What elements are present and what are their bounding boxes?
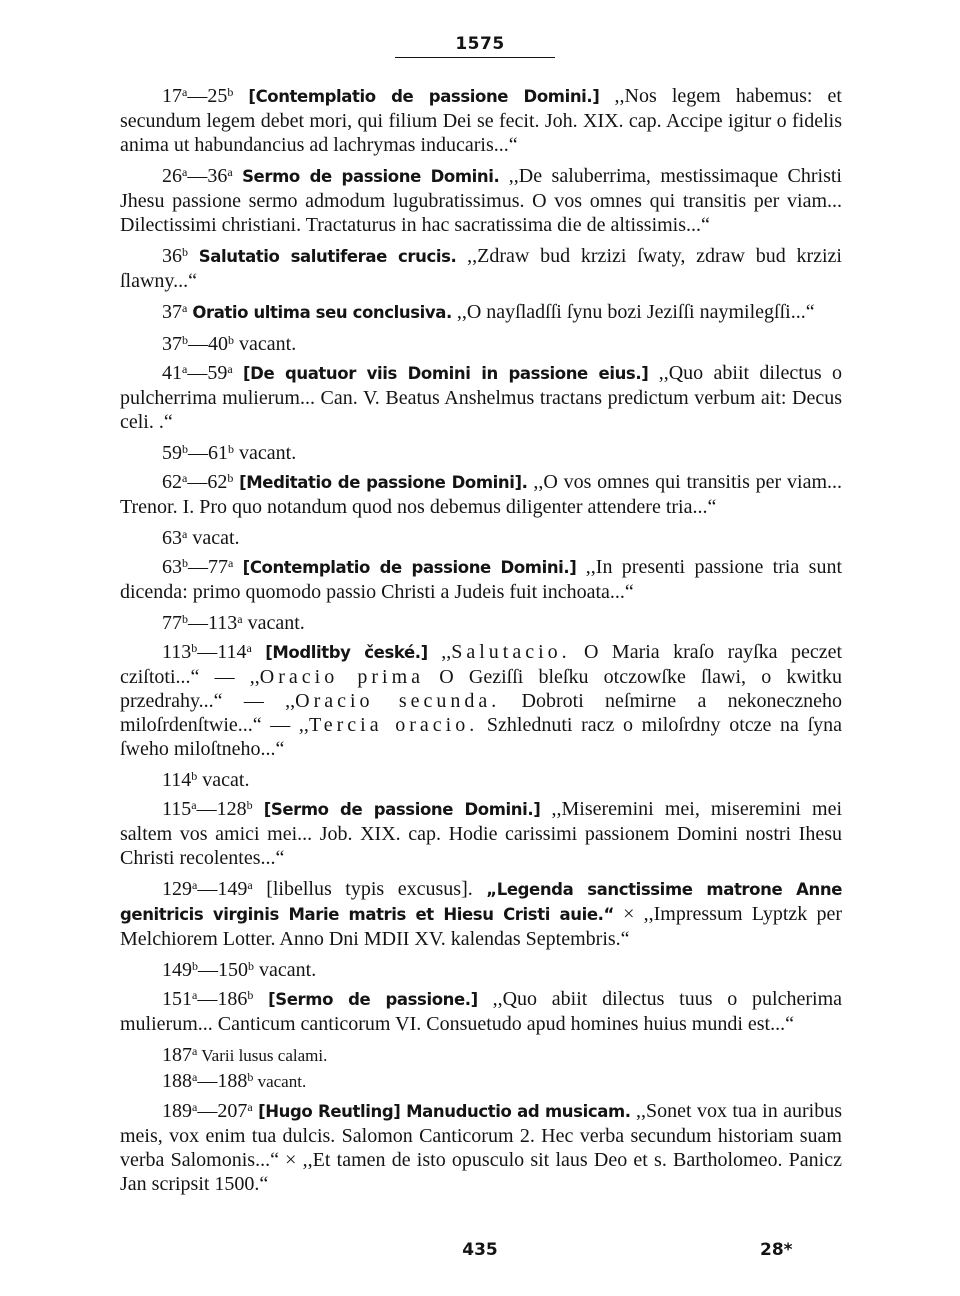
entry-heading: [Sermo de passione Domini.] [263, 800, 541, 819]
entry-heading: [Contemplatio de passione Domini.] [242, 558, 577, 577]
entry-text: ,,Zdraw bud krzizi ſwaty, zdraw bud krzizi ſlawny...“ [120, 245, 842, 292]
folio-start-side: b [182, 245, 188, 259]
folio-start: 189 [162, 1100, 192, 1122]
entry-text: Dobroti neſmirne a nekoneczneho miloſrdenſtwie...“ — ,, [120, 690, 842, 736]
folio-start-side: a [182, 527, 188, 541]
folio-end: 62 [207, 471, 228, 493]
spaced-title: Salutacio. [451, 641, 571, 663]
folio-dash: — [187, 85, 208, 107]
entry-heading: Sermo de passione Domini. [242, 167, 500, 186]
folio-start: 59 [162, 442, 182, 464]
entry-text: vacat. [187, 527, 240, 549]
folio-start-side: b [192, 959, 198, 973]
folio-start-side: a [192, 1100, 198, 1114]
entry-text: O Maria kraſo rayſka peczet cziſtoti...“ — ,, [120, 641, 843, 688]
folio-dash: — [197, 988, 218, 1010]
folio-end: 25 [207, 85, 228, 107]
entry-text: vacant. [234, 442, 297, 464]
folio-end-side: b [228, 333, 234, 347]
folio-start-side: b [182, 556, 188, 570]
folio-end-side: b [248, 959, 254, 973]
folio-dash: — [188, 333, 208, 355]
folio-start-side: a [191, 798, 197, 812]
folio-end: 149 [217, 878, 248, 900]
folio-dash: — [197, 641, 218, 663]
folio-start-side: b [182, 333, 188, 347]
entry-114b [120, 768, 842, 792]
folio-end-side: a [247, 1100, 253, 1114]
folio-start: 41 [162, 362, 182, 384]
folio-end: 207 [217, 1100, 248, 1122]
folio-end: 113 [208, 612, 238, 634]
folio-start: 77 [162, 612, 182, 634]
folio-end-side: a [247, 878, 253, 892]
entry-text: [libellus typis excusus]. [252, 878, 487, 900]
entry-text: O Geziſſi bleſku otczowſke ſlawi, o kwitku przedrahy...“ — ,, [120, 666, 842, 712]
entry-63a [120, 526, 842, 550]
entry-text: ,,Nos legem habemus: et secundum legem debet mori, qui filium Dei se fecit. Joh. XIX. cap. Accipe igitur o fidelis anima ut habundancius ad lachrymas inducaris...“ [120, 85, 842, 156]
entry-text: ,,Quo abiit dilectus tuus o pulcherima mulierum... Canticum canticorum VI. Consuetudo apud homines huius mundi est...“ [120, 988, 843, 1035]
entry-text: vacant. [253, 1072, 307, 1091]
entry-heading: „Legenda sanctissime matrone Anne genitricis virginis Marie matris et Hiesu Cristi auie.“ [120, 880, 842, 924]
folio-dash: — [187, 165, 208, 187]
entry-text: ,,O vos omnes qui transitis per viam... Trenor. I. Pro quo notandum quod nos debemus diligenter attendere tria...“ [120, 471, 843, 518]
folio-end-side: b [247, 1070, 254, 1084]
entry-heading: Salutatio salutiferae crucis. [198, 247, 457, 266]
folio-start: 17 [162, 85, 182, 107]
entry-text: vacant. [234, 333, 297, 355]
folio-start: 62 [162, 471, 182, 493]
folio-start-side: b [191, 641, 198, 655]
folio-start-side: a [182, 301, 188, 315]
entry-heading: Oratio ultima seu conclusiva. [192, 303, 452, 322]
folio-end: 188 [217, 1070, 248, 1092]
folio-dash: — [197, 1100, 218, 1122]
entry-text: vacant. [254, 959, 317, 981]
entry-129a-149a [120, 877, 842, 951]
signature-mark: 28* [760, 1240, 793, 1260]
folio-dash: — [188, 612, 208, 634]
catalog-entries [120, 84, 842, 1203]
folio-start: 188 [162, 1070, 192, 1092]
folio-start: 63 [162, 556, 182, 578]
entry-63b-77a [120, 555, 842, 604]
folio-end-side: a [227, 362, 233, 376]
entry-text: ,, [427, 641, 452, 663]
folio-end-side: a [228, 556, 234, 570]
folio-end: 59 [207, 362, 228, 384]
entry-187a [120, 1043, 842, 1068]
entry-text: ,,Sonet vox tua in auribus meis, vox enim tua dulcis. Salomon Canticorum 2. Hec verba secundum historiam suam verba Salomonis...“ × ,,Et tamen de isto opusculo sit laus Deo et s. Bartholomeo. Panicz Jan scripsit 1500.“ [120, 1100, 842, 1195]
folio-start: 36 [162, 245, 182, 267]
entry-heading: [Meditatio de passione Domini]. [239, 473, 528, 492]
folio-start-side: a [192, 878, 198, 892]
entry-41-59 [120, 361, 842, 434]
folio-dash: — [187, 362, 208, 384]
entry-heading: [Sermo de passione.] [268, 990, 478, 1009]
entry-text: ,,Quo abiit dilectus o pulcherrima mulierum... Can. V. Beatus Anshelmus tractans predictum verbum ait: Decus celi. .“ [120, 362, 842, 433]
entry-text: ,,In presenti passione tria sunt dicenda: primo quomodo passio Christi a Judeis fuit inchoata...“ [120, 556, 842, 603]
folio-start: 63 [162, 527, 182, 549]
entry-62a-62b [120, 470, 842, 519]
entry-37b-40b [120, 332, 842, 356]
folio-start: 113 [162, 641, 192, 663]
entry-heading: [Hugo Reutling] [258, 1102, 401, 1121]
spaced-title: Oracio secunda. [295, 690, 501, 712]
entry-59b-61b [120, 441, 842, 465]
folio-end-side: b [246, 798, 253, 812]
entry-37a [120, 300, 842, 325]
folio-start-side: b [182, 612, 188, 626]
folio-dash: — [197, 1070, 218, 1092]
folio-start-side: b [191, 769, 198, 783]
folio-end-side: b [228, 442, 234, 456]
folio-start-side: a [192, 1070, 198, 1084]
folio-dash: — [198, 959, 218, 981]
folio-end: 150 [218, 959, 248, 981]
entry-heading: [Contemplatio de passione Domini.] [248, 87, 600, 106]
folio-dash: — [196, 798, 217, 820]
folio-start-side: b [182, 442, 188, 456]
folio-dash: — [187, 471, 208, 493]
folio-start: 115 [162, 798, 192, 820]
footer-page-number: 435 [462, 1240, 498, 1260]
folio-end: 40 [208, 333, 228, 355]
entry-77b-113a [120, 611, 842, 635]
folio-end-side: b [247, 988, 254, 1002]
folio-dash: — [188, 442, 208, 464]
entry-text: ,,De saluberrima, mestissimaque Christi Jhesu passione sermo admodum lugubratissimus. O vos omnes qui transitis per viam... Dilectissimi christiani. Tractaturus in hac sacratissima die de altissimis...“ [120, 165, 842, 236]
entry-149b-150b [120, 958, 842, 982]
folio-end-side: a [227, 165, 233, 179]
folio-dash: — [188, 556, 208, 578]
entry-188a-188b [120, 1069, 842, 1094]
folio-end: 36 [207, 165, 228, 187]
folio-start-side: a [182, 471, 188, 485]
entry-text: vacant. [242, 612, 305, 634]
folio-start: 37 [162, 333, 182, 355]
entry-17-25 [120, 84, 842, 157]
entry-text: ,,O nayſladſſi ſynu bozi Jeziſſi naymilegſſi...“ [451, 301, 815, 323]
entry-36b [120, 244, 842, 293]
entry-text: vacat. [197, 769, 250, 791]
entry-189a-207a [120, 1099, 842, 1196]
folio-start-side: a [182, 85, 188, 99]
entry-heading: [De quatuor viis Domini in passione eius.] [243, 364, 649, 383]
entry-113b-114a [120, 640, 842, 761]
folio-start: 151 [162, 988, 192, 1010]
folio-start-side: a [182, 165, 188, 179]
entry-115a-128b [120, 797, 842, 870]
entry-heading: Manuductio ad musicam. [400, 1102, 631, 1121]
folio-start-side: a [182, 362, 188, 376]
folio-start: 187 [162, 1044, 192, 1066]
folio-end-side: b [227, 471, 234, 485]
header-rule [395, 57, 555, 58]
entry-text: Varii lusus calami. [197, 1046, 328, 1065]
entry-26-36 [120, 164, 842, 237]
folio-end-side: b [227, 85, 234, 99]
entry-text: × ,,Impressum Lyptzk per Melchiorem Lotter. Anno Dni MDII XV. kalendas Septembris.“ [120, 903, 842, 950]
entry-text: ,,Miseremini mei, miseremini mei saltem vos amici mei... Job. XIX. cap. Hodie carissimi passionem Domini nostri Ihesu Christi recolentes...“ [120, 798, 843, 869]
folio-end: 114 [217, 641, 247, 663]
folio-end: 128 [216, 798, 247, 820]
folio-end: 186 [217, 988, 248, 1010]
entry-text: Szhlednuti racz o miloſrdny otcze na ſyna ſweho miloſtneho...“ [120, 714, 842, 760]
folio-start: 149 [162, 959, 192, 981]
spaced-title: Tercia oracio. [308, 714, 479, 736]
folio-dash: — [197, 878, 218, 900]
folio-start: 37 [162, 301, 182, 323]
folio-start-side: a [192, 988, 198, 1002]
page-number: 1575 [455, 34, 505, 54]
spaced-title: Oracio prima [259, 666, 425, 688]
folio-end: 77 [208, 556, 228, 578]
folio-end-side: a [246, 641, 252, 655]
folio-start-side: a [192, 1044, 198, 1058]
folio-end: 61 [208, 442, 228, 464]
folio-start: 26 [162, 165, 182, 187]
entry-heading: [Modlitby české.] [265, 643, 428, 662]
folio-start: 114 [162, 769, 192, 791]
folio-end-side: a [237, 612, 243, 626]
entry-151a-186b [120, 987, 842, 1036]
folio-start: 129 [162, 878, 192, 900]
